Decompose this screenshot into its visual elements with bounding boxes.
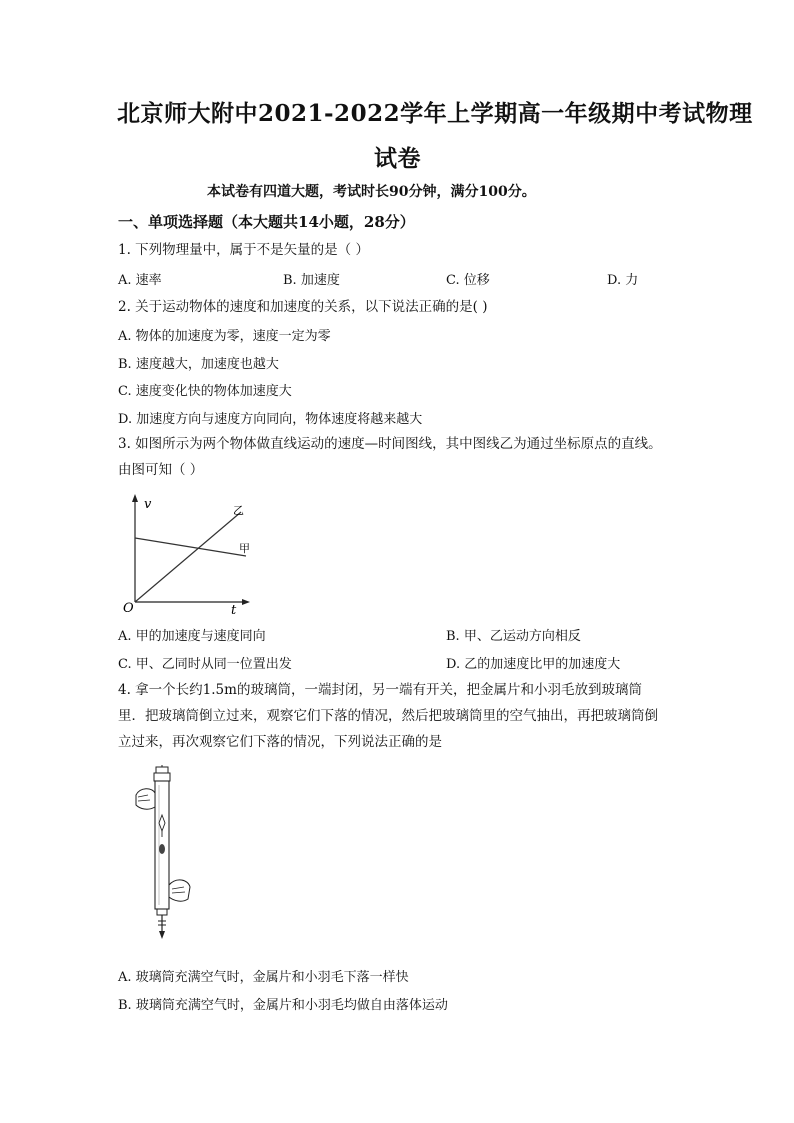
label-origin: O xyxy=(123,601,134,615)
question-4-stem-line3: 立过来，再次观察它们下落的情况，下列说法正确的是 xyxy=(118,734,442,750)
question-4-stem-line2: 里．把玻璃筒倒立过来，观察它们下落的情况，然后把玻璃筒里的空气抽出，再把玻璃筒倒 xyxy=(118,708,658,724)
velocity-time-graph xyxy=(118,490,258,615)
q3-option-d: D. 乙的加速度比甲的加速度大 xyxy=(446,657,621,672)
label-jia: 甲 xyxy=(239,542,250,555)
question-1-stem: 1. 下列物理量中，属于不是矢量的是（ ） xyxy=(118,242,369,258)
exam-title-line2: 试卷 xyxy=(374,145,421,172)
glass-tube-illustration xyxy=(128,765,198,945)
exam-subtitle: 本试卷有四道大题，考试时长90分钟，满分100分。 xyxy=(207,184,536,200)
q3-option-b: B. 甲、乙运动方向相反 xyxy=(446,629,581,644)
question-3-stem-line1: 3. 如图所示为两个物体做直线运动的速度—时间图线，其中图线乙为通过坐标原点的直线。 xyxy=(118,436,662,452)
question-4-stem-line1: 4. 拿一个长约1.5m的玻璃筒，一端封闭，另一端有开关，把金属片和小羽毛放到玻璃筒 xyxy=(118,682,642,698)
q1-option-a: A. 速率 xyxy=(118,273,162,288)
q2-option-a: A. 物体的加速度为零，速度一定为零 xyxy=(118,329,331,344)
q1-option-b: B. 加速度 xyxy=(283,273,340,288)
line-jia xyxy=(135,538,246,556)
q2-option-b: B. 速度越大，加速度也越大 xyxy=(118,357,279,372)
line-yi xyxy=(135,512,241,602)
question-3-stem-line2: 由图可知（ ） xyxy=(118,462,204,478)
question-2-stem: 2. 关于运动物体的速度和加速度的关系，以下说法正确的是( ) xyxy=(118,299,488,315)
q4-option-b: B. 玻璃筒充满空气时，金属片和小羽毛均做自由落体运动 xyxy=(118,998,448,1013)
label-v: v xyxy=(144,497,152,512)
q2-option-d: D. 加速度方向与速度方向同向，物体速度将越来越大 xyxy=(118,412,423,427)
t-axis-arrow xyxy=(242,599,250,605)
exam-title-line1: 北京师大附中2021-2022学年上学期高一年级期中考试物理 xyxy=(117,100,753,127)
label-t: t xyxy=(231,603,237,615)
q4-option-a: A. 玻璃筒充满空气时，金属片和小羽毛下落一样快 xyxy=(118,970,409,985)
q2-option-c: C. 速度变化快的物体加速度大 xyxy=(118,384,292,399)
q3-option-a: A. 甲的加速度与速度同向 xyxy=(118,629,266,644)
v-axis-arrow xyxy=(132,494,138,502)
q3-option-c: C. 甲、乙同时从同一位置出发 xyxy=(118,657,292,672)
section-heading: 一、单项选择题（本大题共14小题，28分） xyxy=(118,213,415,231)
q1-option-c: C. 位移 xyxy=(446,273,490,288)
q1-option-d: D. 力 xyxy=(607,273,639,288)
label-yi: 乙 xyxy=(233,504,244,517)
